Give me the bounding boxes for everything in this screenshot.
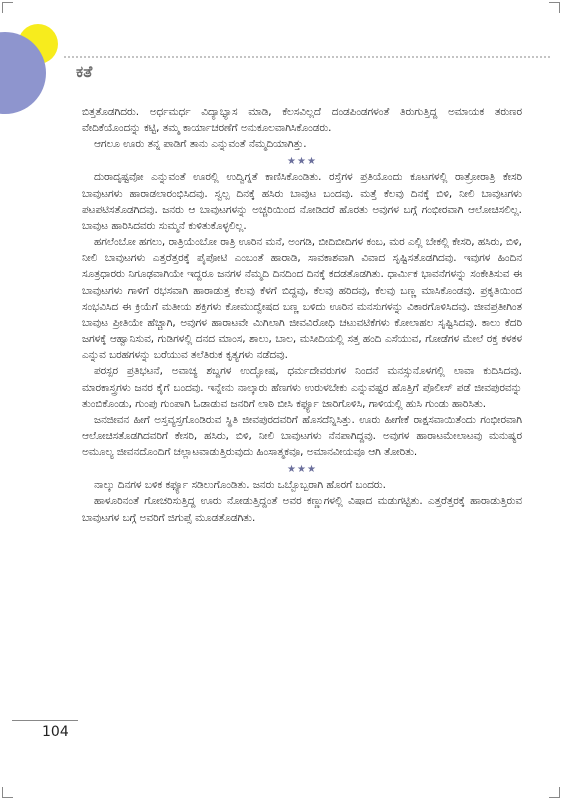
section-separator-stars: ★★★ — [287, 464, 317, 476]
paragraph: ಹಾಳೂರಿನಂತೆ ಗೋಚರಿಸುತ್ತಿದ್ದ ಊರು ನೋಡುತ್ತಿದ್ದಂತೆ ಅವರ ಕಣ್ಣುಗಳಲ್ಲಿ ವಿಷಾದ ಮಡುಗಟ್ಟಿತು. ಎತ್ತರೆತ್ತರಕ್ಕೆ ಹಾರಾಡುತ್ತಿರುವ ಬಾವುಟಗಳ ಬಗ್ಗೆ ಅವರಿಗೆ ಜಿಗುಪ್ಸೆ ಮೂಡತೊಡಗಿತು. — [82, 495, 522, 524]
header-dotted-rule — [64, 56, 550, 58]
paragraph: ದುರಾದೃಷ್ಟವೋ ಎನ್ನುವಂತೆ ಊರಲ್ಲಿ ಉದ್ವಿಗ್ನತೆ ಕಾಣಿಸಿಕೊಂಡಿತು. ರಸ್ತೆಗಳ ಪ್ರತಿಯೊಂದು ಕೂಟಗಳಲ್ಲಿ ರಾತ್ರೋರಾತ್ರಿ ಕೇಸರಿ ಬಾವುಟಗಳು ಹಾರಾಡಲಾರಂಭಿಸಿದವು. ಸ್ವಲ್ಪ ದಿನಕ್ಕೆ ಹಸಿರು ಬಾವುಟ ಬಂದವು. ಮತ್ತೆ ಕೆಲವು ದಿನಕ್ಕೆ ಬಿಳಿ, ನೀಲಿ ಬಾವುಟಗಳು ಪಟಪಟಿಸತೊಡಗಿದವು. ಜನರು ಆ ಬಾವುಟಗಳನ್ನು ಅಚ್ಚರಿಯಿಂದ ನೋಡಿದರೆ ಹೊರತು ಅವುಗಳ ಬಗ್ಗೆ ಗಂಭೀರವಾಗಿ ಆಲೋಚಿಸಲಿಲ್ಲ. ಬಾವುಟ ಹಾರಿಸಿದವರು ಸುಮ್ಮನೆ ಕುಳಿತುಕೊಳ್ಳಲಿಲ್ಲ. — [82, 171, 522, 232]
paragraph: ಬಿತ್ತತೊಡಗಿದರು. ಅರ್ಧಮರ್ಧ ವಿದ್ಯಾಭ್ಯಾಸ ಮಾಡಿ, ಕೆಲಸವಿಲ್ಲದೆ ದಂಡಪಿಂಡಗಳಂತೆ ತಿರುಗುತ್ತಿದ್ದ ಅಮಾಯಕ ತರುಣರ ವೇದಿಕೆಯೊಂದನ್ನು ಕಟ್ಟಿ, ತಮ್ಮ ಕಾರ್ಯಾಚರಣೆಗೆ ಅನುಕೂಲವಾಗಿಸಿಕೊಂಡರು. — [82, 106, 522, 135]
paragraph: ಪರಸ್ಪರ ಪ್ರತಿಭಟನೆ, ಅವಾಚ್ಯ ಶಬ್ದಗಳ ಉದ್ಘೋಷ, ಧರ್ಮದೇವರುಗಳ ನಿಂದನೆ ಮನಸ್ಸುನೊಳಗಲ್ಲಿ ಲಾವಾ ಕುದಿಸಿದವು. ಮಾರಕಾಸ್ತ್ರಗಳು ಜನರ ಕೈಗೆ ಬಂದವು. ಇನ್ನೇನು ನಾಲ್ಕಾರು ಹೆಣಗಳು ಉರುಳಬೇಕು ಎನ್ನುವಷ್ಟರ ಹೊತ್ತಿಗೆ ಪೊಲೀಸ್ ಪಡೆ ಜೀವಪುರವನ್ನು ತುಂಬಿಕೊಂಡು, ಗುಂಪು ಗುಂಪಾಗಿ ಓಡಾಡುವ ಜನರಿಗೆ ಲಾಠಿ ಬೀಸಿ ಕರ್ಫ್ಯೂ ಜಾರಿಗೊಳಿಸಿ, ಗಾಳಿಯಲ್ಲಿ ಹುಸಿ ಗುಂಡು ಹಾರಿಸಿತು. — [82, 365, 522, 410]
footer-rule — [12, 720, 78, 721]
section-title: ಕತೆ — [76, 62, 93, 81]
crop-mark-top-right — [549, 2, 560, 13]
crop-mark-bottom-right — [549, 787, 560, 798]
crop-mark-top-left — [2, 2, 13, 13]
crop-mark-bottom-left — [2, 787, 13, 798]
page-number: 104 — [42, 724, 69, 740]
paragraph: ನಾಲ್ಕು ದಿನಗಳ ಬಳಿಕ ಕರ್ಫ್ಯೂ ಸಡಿಲುಗೊಂಡಿತು. ಜನರು ಒಬ್ಬೊಬ್ಬರಾಗಿ ಹೊರಗೆ ಬಂದರು. — [94, 479, 386, 492]
paragraph: ಆಗಲೂ ಊರು ತನ್ನ ಪಾಡಿಗೆ ತಾನು ಎನ್ನುವಂತೆ ನೆಮ್ಮದಿಯಾಗಿತ್ತು. — [94, 138, 307, 151]
paragraph: ಜನಜೀವನ ಹೀಗೆ ಅಸ್ತವ್ಯಸ್ತಗೊಂಡಿರುವ ಸ್ಥಿತಿ ಜೀವಪುರದವರಿಗೆ ಹೊಸದೆನ್ನಿಸಿತ್ತು. ಊರು ಹೀಗೇಕೆ ರಾಕ್ಷಸವಾಯಿತೆಂದು ಗಂಭೀರವಾಗಿ ಆಲೋಚಿಸತೊಡಗಿದವರಿಗೆ ಕೇಸರಿ, ಹಸಿರು, ಬಿಳಿ, ನೀಲಿ ಬಾವುಟಗಳು ನೆನಪಾಗಿದ್ದವು. ಅವುಗಳ ಹಾರಾಟಮೇಲಾಟವು ಮನುಷ್ಯರ ಅಮೂಲ್ಯ ಜೀವನದೊಂದಿಗೆ ಚಲ್ಲಾಟವಾಡುತ್ತಿರುವುದು ಹಿಂಸಾತ್ಮಕವೂ, ಅಮಾನವೀಯವೂ ಆಗಿ ತೋರಿತು. — [82, 413, 522, 459]
section-separator-stars: ★★★ — [287, 156, 317, 168]
paragraph: ಹಗಲೆಂಬೋ ಹಗಲು, ರಾತ್ರಿಯೆಂಬೋ ರಾತ್ರಿ ಊರಿನ ಮನೆ, ಅಂಗಡಿ, ಬೀದಿಬೀದಿಗಳ ಕಂಬ, ಮರ ಎಲ್ಲಿ ಬೇಕಲ್ಲಿ ಕೇಸರಿ, ಹಸಿರು, ಬಿಳಿ, ನೀಲಿ ಬಾವುಟಗಳು ಎತ್ತರೆತ್ತರಕ್ಕೆ ಪೈಪೋಟಿ ಎಂಬಂತೆ ಹಾರಾಡಿ, ಸಾವಕಾಶವಾಗಿ ವಿವಾದ ಸೃಷ್ಟಿಸತೊಡಗಿದವು. ಇವುಗಳ ಹಿಂದಿನ ಸೂತ್ರಧಾರರು ನಿಗೂಢವಾಗಿಯೇ ಇದ್ದರೂ ಜನಗಳ ನೆಮ್ಮದಿ ದಿನದಿಂದ ದಿನಕ್ಕೆ ಕದಡತೊಡಗಿತು. ಧಾರ್ಮಿಕ ಭಾವನೆಗಳನ್ನು ಸಂಕೇತಿಸುವ ಈ ಬಾವುಟಗಳು ಗಾಳಿಗೆ ರಭಸವಾಗಿ ಹಾರಾಡುತ್ತ ಕೆಲವು ಕೆಳಗೆ ಬಿದ್ದವು, ಕೆಲವು ಹರಿದವು, ಕೆಲವು ಬಣ್ಣ ಮಾಸಿಕೊಂಡವು. ಪ್ರಕೃತಿಯಿಂದ ಸಂಭವಿಸಿದ ಈ ಕ್ರಿಯೆಗೆ ಮತೀಯ ಶಕ್ತಿಗಳು ಕೋಮುದ್ವೇಷದ ಬಣ್ಣ ಬಳಿದು ಊರಿನ ಮನಸುಗಳನ್ನು ವಿಕಾರಗೊಳಿಸಿದವು. ಜೀವಪ್ರತೀಗಿಂತ ಬಾವುಟ ಪ್ರೀತಿಯೇ ಹೆಚ್ಚಾಗಿ, ಅವುಗಳ ಹಾರಾಟವೇ ಮಿಗಿಲಾಗಿ ಜೀವವಿರೋಧಿ ಚಟುವಟಿಕೆಗಳು ಕೋಲಾಹಲ ಸೃಷ್ಟಿಸಿದವು. ಕಾಲು ಕೆದರಿ ಜಗಳಕ್ಕೆ ಆಹ್ವಾನಿಸುವ, ಗುಡಿಗಳಲ್ಲಿ ದನದ ಮಾಂಸ, ಶಾಲು, ಬಾಲ, ಮಸೀದಿಯಲ್ಲಿ ಸತ್ತ ಹಂದಿ ಎಸೆಯುವ, ಗೋಡೆಗಳ ಮೇಲೆ ರಕ್ತ ಕಳಕಳ ಎನ್ನುವ ಬರಹಗಳನ್ನು ಬರೆಯುವ ತಲೆತಿರುಕ ಕೃತ್ಯಗಳು ನಡೆದವು. — [82, 236, 522, 362]
article-body — [82, 104, 522, 526]
